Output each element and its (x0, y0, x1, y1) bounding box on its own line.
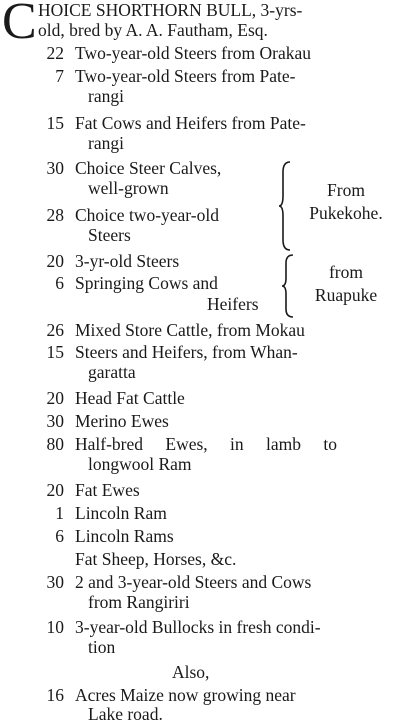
item-description: Mixed Store Cattle, from Mokau (75, 320, 305, 340)
item-description: Two-year-old Steers from Orakau (75, 43, 312, 63)
item-description: Lincoln Rams (75, 526, 174, 546)
item-quantity: 6 (55, 526, 64, 546)
header-line-1: HOICE SHORTHORN BULL, 3-yrs- (38, 0, 303, 20)
item-quantity: 30 (46, 158, 64, 178)
drop-cap: C (2, 0, 37, 50)
item-quantity: 15 (46, 342, 64, 362)
item-quantity: 15 (46, 113, 64, 133)
group-label-1: From (327, 180, 365, 200)
header-line-2: old, bred by A. A. Fautham, Esq. (38, 20, 268, 40)
item-description-cont: Heifers (207, 294, 259, 314)
brace-icon (281, 253, 297, 319)
item-quantity: 7 (55, 66, 64, 86)
item-description: Head Fat Cattle (75, 388, 185, 408)
item-description-cont: rangi (88, 133, 124, 153)
item-description-cont: from Rangiriri (88, 592, 190, 612)
item-quantity: 80 (46, 434, 64, 454)
item-description-cont: tion (88, 637, 116, 657)
item-description-cont: Steers (88, 225, 131, 245)
item-description: Lincoln Ram (75, 503, 167, 523)
item-description: Half-bred Ewes, in lamb to (75, 434, 338, 454)
item-description: Springing Cows and (75, 273, 218, 293)
item-description-cont: rangi (88, 86, 124, 106)
item-description-cont: well-grown (88, 178, 169, 198)
brace-icon (278, 160, 294, 252)
item-description-cont: longwool Ram (88, 454, 192, 474)
item-quantity: 6 (55, 273, 64, 293)
item-description: 3-yr-old Steers (75, 251, 180, 271)
item-quantity: 1 (55, 503, 64, 523)
item-quantity: 22 (46, 43, 64, 63)
group-label-2: Ruapuke (314, 285, 378, 305)
item-description: Two-year-old Steers from Pate- (75, 66, 296, 86)
item-quantity: 10 (46, 617, 64, 637)
item-quantity: 20 (46, 251, 64, 271)
also-label: Also, (172, 662, 210, 682)
item-quantity: 30 (46, 572, 64, 592)
item-quantity: 20 (46, 388, 64, 408)
item-description: 2 and 3-year-old Steers and Cows (75, 572, 312, 592)
item-description: Steers and Heifers, from Whan- (75, 342, 298, 362)
item-description: Choice two-year-old (75, 205, 219, 225)
item-description: 3-year-old Bullocks in fresh condi- (75, 617, 321, 637)
item-quantity: 30 (46, 411, 64, 431)
item-quantity: 26 (46, 320, 64, 340)
group-label-1: from (328, 262, 364, 282)
item-description: Acres Maize now growing near (75, 685, 296, 705)
group-label-2: Pukekohe. (309, 203, 383, 223)
item-description: Fat Sheep, Horses, &c. (75, 549, 237, 569)
item-quantity: 20 (46, 480, 64, 500)
item-description: Choice Steer Calves, (75, 158, 222, 178)
item-description-cont: garatta (88, 362, 136, 382)
item-description-cont: Lake road. (88, 704, 163, 724)
item-description: Fat Ewes (75, 480, 140, 500)
item-quantity: 28 (46, 205, 64, 225)
item-description: Merino Ewes (75, 411, 169, 431)
item-description: Fat Cows and Heifers from Pate- (75, 113, 306, 133)
item-quantity: 16 (46, 685, 64, 705)
